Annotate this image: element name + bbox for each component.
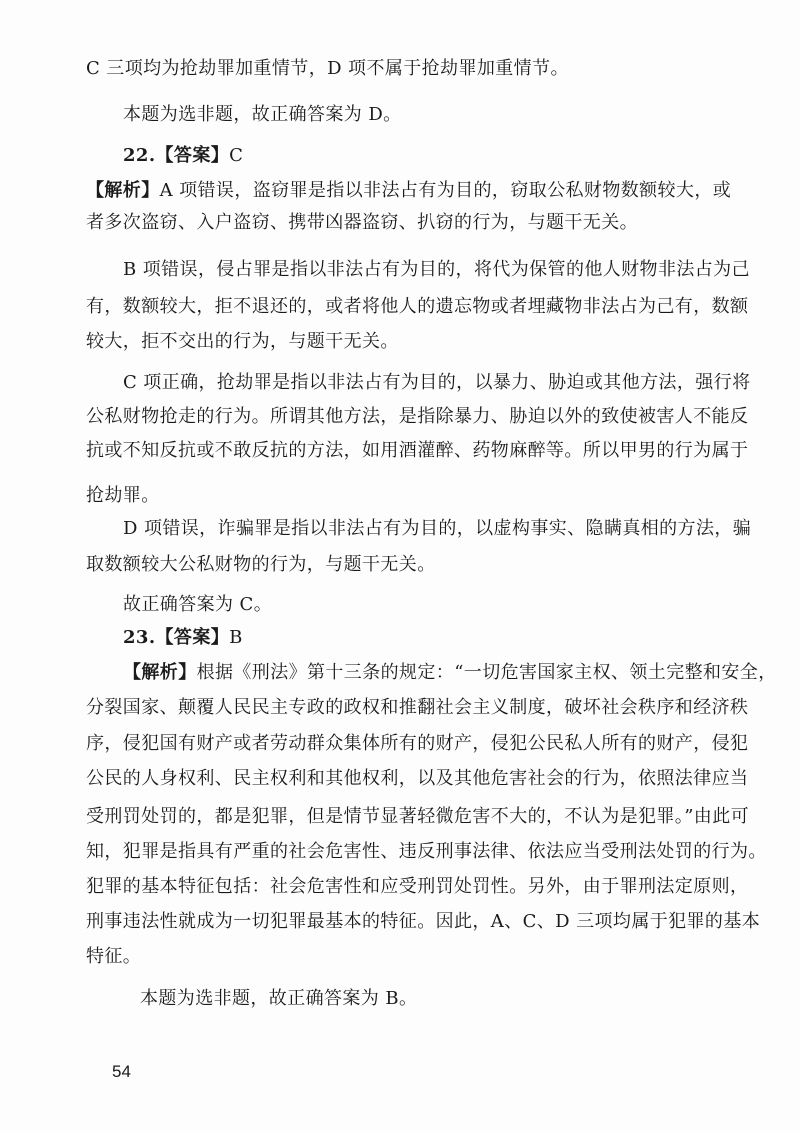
paragraph-line: C 项正确，抢劫罪是指以非法占有为目的，以暴力、胁迫或其他方法，强行将 xyxy=(123,372,751,393)
analysis-line: 【解析】A 项错误，盗窃罪是指以非法占有为目的，窃取公私财物数额较大，或 xyxy=(86,180,732,201)
answer-heading-22 xyxy=(123,145,243,167)
paragraph-line: 故正确答案为 C。 xyxy=(123,594,273,615)
paragraph-line: 犯罪的基本特征包括：社会危害性和应受刑罚处罚性。另外，由于罪刑法定原则， xyxy=(86,876,749,897)
answer-value: C xyxy=(229,145,244,166)
paragraph-line: 知，犯罪是指具有严重的社会危害性、违反刑事法律、依法应当受刑法处罚的行为。 xyxy=(86,841,767,862)
paragraph-line: 取数额较大公私财物的行为，与题干无关。 xyxy=(86,554,436,575)
paragraph-line: 较大，拒不交出的行为，与题干无关。 xyxy=(86,331,399,352)
paragraph-line: D 项错误，诈骗罪是指以非法占有为目的，以虚构事实、隐瞒真相的方法，骗 xyxy=(123,518,752,539)
paragraph-line: 者多次盗窃、入户盗窃、携带凶器盗窃、扒窃的行为，与题干无关。 xyxy=(86,212,638,233)
paragraph-line: B 项错误，侵占罪是指以非法占有为目的，将代为保管的他人财物非法占为己 xyxy=(123,259,750,280)
answer-label: 23.【答案】 xyxy=(123,627,230,648)
paragraph-line: C 三项均为抢劫罪加重情节，D 项不属于抢劫罪加重情节。 xyxy=(86,58,569,79)
analysis-label: 【解析】 xyxy=(123,662,197,683)
paragraph-line: 公民的人身权利、民主权利和其他权利，以及其他危害社会的行为，依照法律应当 xyxy=(86,768,749,789)
answer-label: 22.【答案】 xyxy=(123,145,230,166)
page-number: 54 xyxy=(112,1062,131,1081)
paragraph-line: 公私财物抢走的行为。所谓其他方法，是指除暴力、胁迫以外的致使被害人不能反 xyxy=(86,406,749,427)
paragraph-line: 分裂国家、颠覆人民民主专政的政权和推翻社会主义制度，破坏社会秩序和经济秩 xyxy=(86,697,749,718)
paragraph-line: 序，侵犯国有财产或者劳动群众集体所有的财产，侵犯公民私人所有的财产，侵犯 xyxy=(86,733,749,754)
answer-value: B xyxy=(229,627,243,648)
analysis-label: 【解析】 xyxy=(86,180,160,201)
paragraph-line: 有，数额较大，拒不退还的，或者将他人的遗忘物或者埋藏物非法占为己有，数额 xyxy=(86,296,749,317)
paragraph-line: 受刑罚处罚的，都是犯罪，但是情节显著轻微危害不大的，不认为是犯罪。”由此可 xyxy=(86,806,749,827)
paragraph-line: 刑事违法性就成为一切犯罪最基本的特征。因此，A、C、D 三项均属于犯罪的基本 xyxy=(86,911,761,932)
answer-heading-23 xyxy=(123,627,243,649)
paragraph-line: 本题为选非题，故正确答案为 D。 xyxy=(123,104,402,125)
paragraph-line: 本题为选非题，故正确答案为 B。 xyxy=(140,988,418,1009)
analysis-line: 【解析】根据《刑法》第十三条的规定：“一切危害国家主权、领土完整和安全， xyxy=(123,662,777,683)
paragraph-line: 特征。 xyxy=(86,946,142,967)
paragraph-line: 抗或不知反抗或不敢反抗的方法，如用酒灌醉、药物麻醉等。所以甲男的行为属于 xyxy=(86,440,749,461)
paragraph-line: 抢劫罪。 xyxy=(86,485,160,506)
